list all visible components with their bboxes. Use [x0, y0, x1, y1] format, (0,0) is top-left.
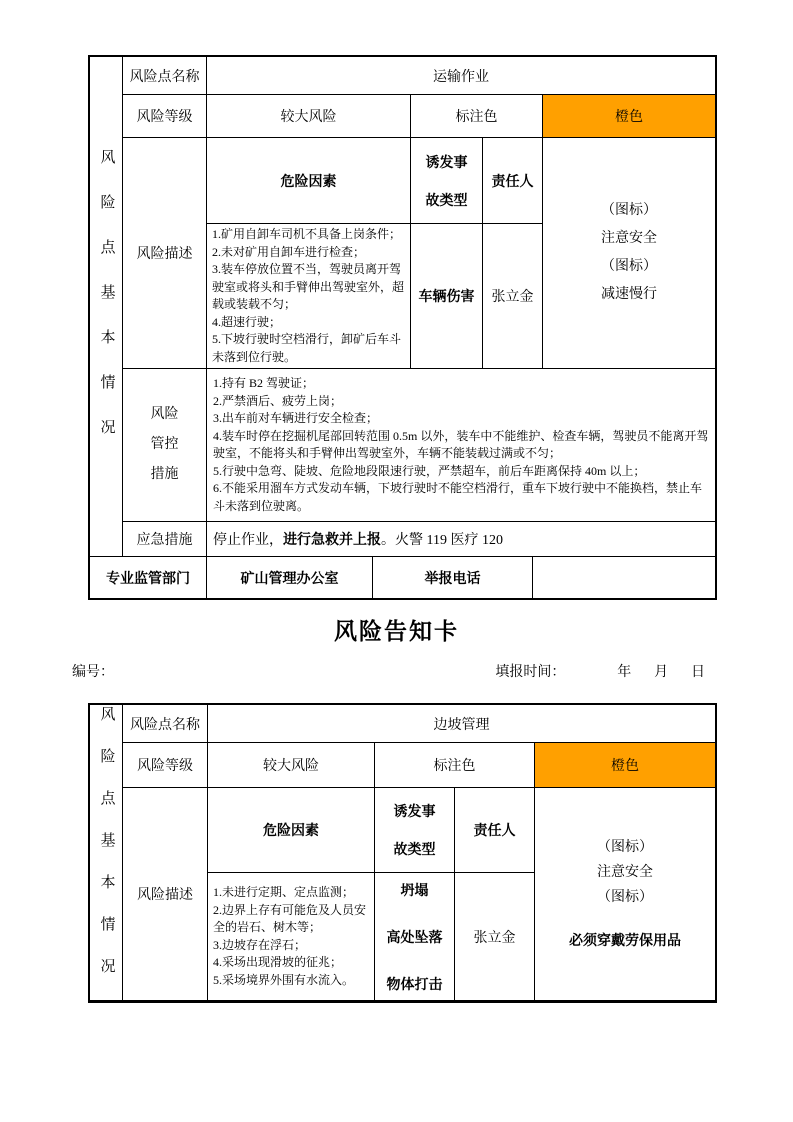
- side-label-cell: [90, 705, 123, 1001]
- risk-level-label: 风险等级: [123, 95, 207, 138]
- accident-type-header-line1: 诱发事: [425, 153, 468, 170]
- risk-point-name-value: 边坡管理: [208, 705, 715, 743]
- risk-desc-item: 4.超速行驶；: [212, 314, 282, 329]
- accident-type-header: [411, 138, 483, 224]
- control-measure-item: 4.装车时停在挖掘机尾部回转范围 0.5m 以外，装车中不能维护、检查车辆，驾驶员不能离开驾驶室，不能将头和手臂伸出驾驶室外，车辆不能装载过满或不匀；: [213, 428, 709, 460]
- page-title: 风险告知卡: [334, 619, 459, 644]
- marking-color-value: 橙色: [535, 743, 715, 788]
- risk-card-slope: [88, 703, 717, 1003]
- accident-type-value: 物体打击: [386, 975, 443, 992]
- sign-text-ppe: 必须穿戴劳保用品: [569, 932, 681, 948]
- risk-desc-item: 3.边坡存在浮石；: [213, 937, 307, 952]
- control-measure-item: 2.严禁酒后、疲劳上岗；: [213, 393, 343, 408]
- meta-row: [72, 661, 705, 681]
- icon-placeholder: （图标）: [597, 890, 653, 905]
- risk-point-name-label: 风险点名称: [123, 57, 207, 95]
- icon-placeholder: （图标）: [601, 259, 657, 274]
- responsible-header: 责任人: [483, 138, 543, 224]
- risk-level-value: 较大风险: [208, 743, 375, 788]
- sign-panel: [535, 788, 715, 1001]
- marking-color-label: 标注色: [411, 95, 543, 138]
- risk-desc-item: 5.下坡行驶时空档滑行，卸矿后车斗未落到位行驶。: [212, 332, 402, 364]
- report-phone-value: [533, 557, 715, 598]
- report-phone-label: 举报电话: [373, 557, 533, 598]
- accident-type-list: [375, 873, 455, 1001]
- supervision-dept-label: 专业监管部门: [90, 557, 207, 598]
- risk-desc-list: [208, 873, 375, 1001]
- icon-placeholder: （图标）: [597, 840, 653, 855]
- icon-placeholder: （图标）: [601, 203, 657, 218]
- control-measure-item: 6.不能采用溜车方式发动车辆，下坡行驶时不能空档滑行，重车下坡行驶中不能换档，禁止车斗未落到位驶离。: [213, 481, 703, 513]
- supervision-dept-value: 矿山管理办公室: [207, 557, 373, 598]
- accident-type-value: 高处坠落: [386, 928, 443, 945]
- fill-time-month: 月: [654, 663, 669, 679]
- hazard-factor-header: 危险因素: [207, 138, 411, 224]
- accident-type-header: [375, 788, 455, 873]
- control-measure-item: 5.行驶中急弯、陡坡、危险地段限速行驶，严禁超车，前后车距离保持 40m 以上；: [213, 463, 646, 478]
- risk-desc-label: 风险描述: [123, 138, 207, 369]
- responsible-value: 张立金: [483, 224, 543, 369]
- responsible-header: 责任人: [455, 788, 535, 873]
- side-label: 风险点基本情况: [98, 705, 115, 1000]
- risk-desc-item: 2.未对矿用自卸车进行检查；: [212, 244, 366, 259]
- fill-time-day: 日: [691, 663, 705, 679]
- responsible-value: 张立金: [455, 873, 535, 1001]
- control-measure-item: 3.出车前对车辆进行安全检查；: [213, 411, 379, 425]
- risk-point-name-label: 风险点名称: [123, 705, 208, 743]
- emergency-phones: 。火警 119 医疗 120: [381, 533, 503, 548]
- control-measures-label: 风险 管控 措施: [123, 369, 207, 522]
- risk-desc-item: 3.装车停放位置不当，驾驶员离开驾驶室或将头和手臂伸出驾驶室外，超载或装载不匀；: [212, 262, 405, 311]
- fill-time-year: 年: [617, 663, 632, 679]
- risk-desc-item: 2.边界上存有可能危及人员安全的岩石、树木等；: [213, 902, 367, 934]
- accident-type-header-line2: 故类型: [393, 841, 436, 857]
- sign-text-slow-down: 减速慢行: [601, 287, 657, 302]
- risk-level-value: 较大风险: [207, 95, 411, 138]
- accident-type-header-line2: 故类型: [425, 191, 468, 208]
- supervision-row: [90, 557, 715, 598]
- sign-panel: [543, 138, 715, 369]
- side-label: 风险点基本情况: [98, 149, 115, 464]
- emergency-bold-text: 进行急救并上报: [283, 531, 381, 547]
- emergency-prefix: 停止作业，: [213, 533, 283, 548]
- marking-color-label: 标注色: [375, 743, 535, 788]
- risk-desc-item: 1.未进行定期、定点监测；: [213, 885, 355, 899]
- control-measures-list: [207, 369, 715, 522]
- risk-desc-item: 1.矿用自卸车司机不具备上岗条件；: [212, 227, 402, 241]
- risk-desc-list: [207, 224, 411, 369]
- accident-type-value: 坍塌: [400, 881, 429, 898]
- sign-text-attention: 注意安全: [601, 231, 657, 246]
- fill-time-label: 填报时间：: [495, 663, 566, 679]
- risk-desc-item: 4.采场出现滑坡的征兆；: [213, 955, 343, 969]
- risk-point-name-value: 运输作业: [207, 57, 715, 95]
- risk-level-label: 风险等级: [123, 743, 208, 788]
- risk-desc-item: 5.采场境界外围有水流入。: [213, 972, 355, 987]
- control-measure-item: 1.持有 B2 驾驶证；: [213, 376, 315, 390]
- risk-desc-label: 风险描述: [123, 788, 208, 1001]
- emergency-label: 应急措施: [123, 522, 207, 557]
- accident-type-header-line1: 诱发事: [393, 803, 436, 819]
- fill-time-group: [495, 661, 705, 681]
- side-label-cell: [90, 57, 123, 557]
- number-label: 编号：: [72, 663, 114, 679]
- accident-type-value: 车辆伤害: [411, 224, 483, 369]
- risk-card-transport: [88, 55, 717, 600]
- emergency-content: [207, 522, 715, 557]
- hazard-factor-header: 危险因素: [208, 788, 375, 873]
- marking-color-value: 橙色: [543, 95, 715, 138]
- sign-text-attention: 注意安全: [597, 865, 653, 880]
